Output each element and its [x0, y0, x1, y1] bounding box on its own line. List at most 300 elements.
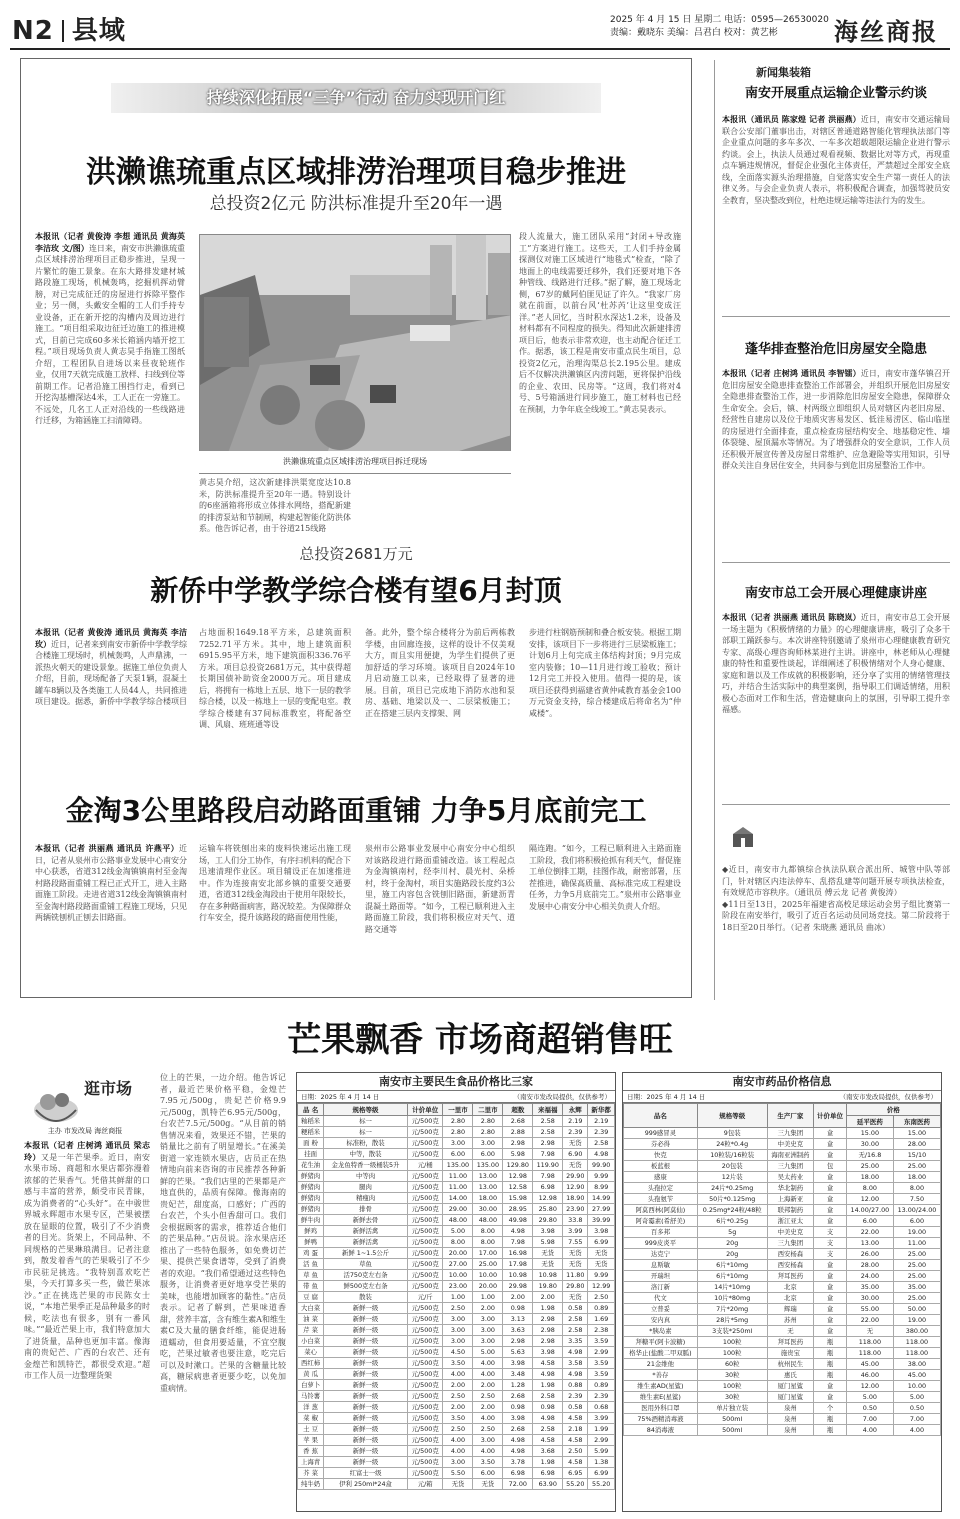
drug-table-row	[624, 1161, 941, 1172]
drug-table-cell: 7片*20mg	[697, 1304, 767, 1315]
drug-table-cell: 5.00	[893, 1392, 940, 1403]
story1-text-2: 黄志昊介绍，这次新建排洪渠宽度达10.8米，防洪标准提升至20年一遇。特别设计的6座涵箱将形成立体排水网络，搭配新建的排涝泵站和节制闸，构建起智能化防洪体系。他告诉记者，由于谷道215线路	[199, 478, 351, 533]
food-table-row	[298, 1281, 615, 1292]
brief2-text: 近日，南安市蓬华镇召开危旧房屋安全隐患排查整治工作部署会，并组织开展危旧房屋安全隐患排查整治工作，进一步消除危旧房屋安全隐患，保障群众生命安全。会后，镇、村两级立即组织人员对辖区内老旧房屋、经营性自建房以及位于地质灾害易发区、低洼易涝区、临山临崖的房屋进行全面排查，重点检查房屋结构安全、地基稳定性、墙体裂缝、屋顶漏水等情况。为了增强群众的安全意识，工作人员还积极开展宣传普及房屋日常维护、应急避险等实用知识，引导群众关注自身居住安全，共同参与到危旧房屋整治工作中。	[722, 369, 950, 470]
drug-table-cell: 吴太药业	[767, 1172, 814, 1183]
story3-headline: 金淘3公里路段启动路面重铺 力争5月底前完工	[65, 794, 647, 827]
food-table-source: （南安市发改局提供，仅供参考）	[513, 1093, 611, 1101]
food-table-row	[298, 1446, 615, 1457]
food-table-cell: 14.00	[443, 1193, 473, 1204]
food-table-cell: 135.00	[473, 1160, 503, 1171]
food-table-cell: 49.98	[503, 1215, 533, 1226]
drug-table-cell: 上海新亚	[767, 1194, 814, 1205]
story3-byline: 本报讯（记者 洪丽燕 通讯员 许燕平）	[35, 843, 179, 853]
food-table-cell: 7.98	[503, 1237, 533, 1248]
food-table-cell: 12.99	[588, 1281, 615, 1292]
food-table-cell: 4.98	[503, 1446, 533, 1457]
food-table-cell: 2.50	[588, 1292, 615, 1303]
drug-table-cell: 6.00	[893, 1216, 940, 1227]
food-table-row	[298, 1259, 615, 1270]
campaign-banner: 持续深化拓展“三争”行动 奋力实现开门红	[111, 83, 601, 113]
brief1-text: 近日，南安市交通运输局联合公安部门董事出击，对辖区普通道路智能化管理执法部门等企业重点问题的多车多次、一车多次超载超限运输企业进行警示约谈。会上，执法人员通过观看视频、数据比对等方式，再现重点车辆违规情况，督促企业强化主体责任，严禁超过全部安全底线，全面落实源头治理措施，自觉落实安全生产第一责任人的法律义务。与会企业负责人表示，将积极配合调查，加强驾驶员安全教育，坚决整改到位，杜绝违规运输等违法行为的发生。	[722, 115, 950, 205]
food-table-cell: 鲜鸭	[298, 1237, 324, 1248]
food-table-row	[298, 1314, 615, 1325]
food-table-cell: 无货	[533, 1248, 563, 1259]
food-table-row	[298, 1303, 615, 1314]
drug-table-cell: 瓶	[814, 1348, 847, 1359]
drug-table-cell: 个	[814, 1403, 847, 1414]
story1-headline: 洪濑谯琉重点区域排涝治理项目稳步推进	[86, 155, 626, 190]
drug-table-cell: 盒	[814, 1293, 847, 1304]
food-table-cell: 2.68	[503, 1424, 533, 1435]
story1-photo-caption: 洪濑谯琉重点区域排涝治理项目拆迁现场	[199, 451, 511, 473]
food-table-cell: 15.98	[503, 1193, 533, 1204]
food-table-cell: 芥 菜	[298, 1468, 324, 1479]
brief-divider-3	[722, 804, 950, 805]
drug-table-row	[624, 1315, 941, 1326]
food-table-cell: 0.58	[563, 1402, 588, 1413]
drug-table-row	[624, 1194, 941, 1205]
news-box-icon	[730, 824, 756, 850]
drug-price-table	[623, 1103, 941, 1436]
food-table-cell: 元/斤	[407, 1292, 443, 1303]
food-table-cell: 菜心	[298, 1347, 324, 1358]
food-table-row	[298, 1369, 615, 1380]
food-table-cell: 7.55	[563, 1237, 588, 1248]
drug-table-row	[624, 1282, 941, 1293]
food-table-cell: 4.50	[443, 1347, 473, 1358]
masthead-rule	[10, 48, 950, 50]
drug-table-cell: 50片*0.125mg	[697, 1194, 767, 1205]
food-table-cell: 2.98	[533, 1314, 563, 1325]
food-table-cell: 1.28	[503, 1380, 533, 1391]
food-table-cell: 18.90	[563, 1193, 588, 1204]
food-table-cell: 6.98	[503, 1468, 533, 1479]
drug-table-row	[624, 1205, 941, 1216]
drug-table-row	[624, 1403, 941, 1414]
drug-table-date: 日期：2025 年 4 月 14 日	[627, 1093, 706, 1101]
food-table-cell: 4.98	[503, 1435, 533, 1446]
food-table-cell: 1.69	[588, 1314, 615, 1325]
food-table-cell: 西红柿	[298, 1358, 324, 1369]
food-table-cell: 白萝卜	[298, 1380, 324, 1391]
food-table-cell: 4.58	[563, 1413, 588, 1424]
brief2-headline: 蓬华排查整治危旧房屋安全隐患	[744, 342, 927, 357]
drug-table-header-row-1	[624, 1104, 941, 1116]
food-table-cell: 6.00	[443, 1149, 473, 1160]
food-table-cell: 苹 果	[298, 1435, 324, 1446]
drug-table-cell: 盒	[814, 1304, 847, 1315]
drug-table-cell: 泉州	[767, 1414, 814, 1425]
food-table-cell: 5.00	[443, 1226, 473, 1237]
food-table-cell: 带 鱼	[298, 1281, 324, 1292]
drug-table-cell: 达克宁	[624, 1249, 698, 1260]
food-table-cell: 17.00	[473, 1248, 503, 1259]
food-table-cell: 28.95	[503, 1204, 533, 1215]
drug-table-cell: 10片*80mg	[697, 1293, 767, 1304]
food-table-cell: 3.58	[563, 1358, 588, 1369]
food-table-cell: 元/500克	[407, 1127, 443, 1138]
header-divider	[62, 20, 64, 42]
food-table-cell: 30.00	[473, 1204, 503, 1215]
food-table-cell: 3.50	[473, 1457, 503, 1468]
food-table-cell: 29.90	[563, 1171, 588, 1182]
food-table-cell: 0.88	[563, 1380, 588, 1391]
food-table-cell: 2.39	[563, 1391, 588, 1402]
food-table-cell: 2.68	[503, 1391, 533, 1402]
drug-header-cell: 计价单位	[814, 1104, 847, 1128]
drug-table-row	[624, 1216, 941, 1227]
food-table-row	[298, 1204, 615, 1215]
food-table-row	[298, 1391, 615, 1402]
food-table-cell: 元/500克	[407, 1336, 443, 1347]
food-table-cell: 伊利 250ml*24盒	[324, 1479, 408, 1490]
food-table-cell: 无货	[588, 1248, 615, 1259]
food-table-cell: 14.99	[588, 1193, 615, 1204]
drug-table-cell: 14片*10mg	[697, 1282, 767, 1293]
drug-table-row	[624, 1414, 941, 1425]
page-header	[12, 10, 126, 47]
food-table-cell: 新鲜活禽	[324, 1237, 408, 1248]
food-table-cell: 新鲜去骨	[324, 1215, 408, 1226]
food-table-row	[298, 1226, 615, 1237]
drug-table-cell: 46.00	[846, 1370, 893, 1381]
food-table-row	[298, 1402, 615, 1413]
food-table-cell: 元/500克	[407, 1347, 443, 1358]
drug-table-cell: 60粒	[697, 1359, 767, 1370]
drug-table-cell: 拜糖平(阿卡波糖)	[624, 1337, 698, 1348]
food-table-cell: 9.99	[588, 1171, 615, 1182]
drug-table-cell: *善存	[624, 1370, 698, 1381]
food-table-cell: 3.00	[443, 1314, 473, 1325]
drug-table-cell: 9包装	[697, 1128, 767, 1139]
food-table-row	[298, 1149, 615, 1160]
drug-table-cell: 盒	[814, 1183, 847, 1194]
food-table-cell: 1.00	[443, 1292, 473, 1303]
food-table-cell: 3.48	[503, 1369, 533, 1380]
food-table-cell: 13.00	[473, 1171, 503, 1182]
food-table-cell: 2.50	[443, 1391, 473, 1402]
food-table-row	[298, 1127, 615, 1138]
food-table-cell: 8.00	[473, 1226, 503, 1237]
food-table-cell: 金龙鱼特香一级桶装5升	[324, 1160, 408, 1171]
story4-text-1: 又是一年芒果季。近日，南安水果市场、商超和水果店都弥漫着浓郁的芒果香气。凭借其鲜甜的口感与丰富的营养，颇受市民青睐，成为消费者的“心头好”。在中骏世界城永辉超市水果专区，芒果被摆放在显眼的位置，吸引了不少消费者的目光。货架上，不同品种、不同规格的芒果琳琅满目。记者注意到，散发着香气的芒果吸引了不少市民驻足挑选。“我特别喜欢吃芒果，今天打算多买一些，做芒果冰沙。”正在挑选芒果的市民陈女士说，“本地芒果季正是品种最多的时候，吃法也有很多，别有一番风味。”“最近芒果上市，我们特意加大了进货量，品种也更加丰富。像海南的贵妃芒、广西的台农芒、还有金煌芒和凯特芒，都很受欢迎。”超市工作人员一边整理货架	[24, 1152, 150, 1380]
drug-table-cell: 25.00	[893, 1293, 940, 1304]
food-table-cell: 19.80	[533, 1281, 563, 1292]
food-table-cell: 红富士一级	[324, 1468, 408, 1479]
food-table-cell: 挂面	[298, 1149, 324, 1160]
food-table-cell: 13.00	[473, 1182, 503, 1193]
food-table-cell: 119.90	[533, 1160, 563, 1171]
food-table-cell: 2.19	[563, 1116, 588, 1127]
story4-column-2	[160, 1072, 286, 1512]
drug-table-cell: 380.00	[893, 1326, 940, 1337]
food-table-cell: 48.00	[443, 1215, 473, 1226]
food-table-cell: 2.98	[533, 1336, 563, 1347]
food-table-cell: 4.58	[533, 1358, 563, 1369]
drug-table-cell: 25.00	[893, 1260, 940, 1271]
drug-header-cell: 生产厂家	[767, 1104, 814, 1128]
drug-table-cell: 三九集团	[767, 1238, 814, 1249]
story1-text-3: 段人流量大，施工团队采用“封闭+导改施工”方案进行施工。这些天，工人们手持金属探测仪对施工区域进行“地毯式”检查，“除了地面上的电线需要迁移外，我们还要对地下各种管线、线路进行迁移。”据了解，施工现场北侧，67岁的戴阿伯匪见证了许久。“我家厂房就在前面，以前台风‘杜苏芮’让这里变成汪洋。”老人回忆，当时积水深达1.2米，设备及材料都有不同程度的损失。得知此次新建排涝项目后，他表示非常欢迎，也主动配合征迁工作。据悉，该工程是南安市重点民生项目，总投资2亿元，治理沟渠总长2.195公里。建成后不仅解决洪濑镇区内涝问题，更将保护沿线的企业、农田、民房等。“这周，我们将对4号、5号箱涵进行同步施工，施工材料也已经在预制，力争年底全线竣工。”黄志昊表示。	[519, 232, 681, 414]
drug-table-cell: 11.00	[893, 1238, 940, 1249]
drug-table-cell: 24.00	[846, 1271, 893, 1282]
story1-column-1	[35, 231, 185, 521]
drug-table-cell: 头孢氨苄	[624, 1194, 698, 1205]
food-table-cell: 腿肉	[324, 1182, 408, 1193]
food-table-cell: 3.63	[503, 1325, 533, 1336]
food-header-cell: 来福福	[533, 1104, 563, 1116]
drug-table-cell: 30粒	[697, 1392, 767, 1403]
food-table-title: 南安市主要民生食品价格比三家	[297, 1073, 615, 1091]
food-table-cell: 2.98	[533, 1325, 563, 1336]
story3-column-2	[199, 843, 351, 983]
food-table-cell: 23.90	[563, 1204, 588, 1215]
drug-table-cell: 格华止(盐酸二甲双胍)	[624, 1348, 698, 1359]
food-table-cell: 2.18	[563, 1424, 588, 1435]
drug-table-cell: 45.00	[893, 1370, 940, 1381]
food-table-cell: 10.98	[533, 1270, 563, 1281]
brief2-body	[722, 368, 950, 564]
drug-table-cell: 6片*10mg	[697, 1260, 767, 1271]
main-stories-box	[20, 58, 692, 998]
food-table-cell: 元/500克	[407, 1204, 443, 1215]
drug-table-cell: 35.00	[893, 1282, 940, 1293]
food-table-cell: 5.98	[503, 1149, 533, 1160]
drug-table-cell: 拜耳医药	[767, 1337, 814, 1348]
story2-text-1: 近日，记者来到南安市新侨中学教学综合楼施工现场时，机械轰鸣，人声鼎沸，一派热火朝天的建设景象。据施工单位负责人介绍，目前，现场配备了天泵1辆，混凝土罐车8辆以及各类施工人员44人，共同推进项目建设。据悉，新侨中学教学综合楼项目	[35, 639, 187, 706]
drug-table-cell: 安内真	[624, 1315, 698, 1326]
food-table-cell: 10.00	[443, 1270, 473, 1281]
story2-headline: 新侨中学教学综合楼有望6月封顶	[150, 574, 562, 607]
food-table-cell: 新鲜一级	[324, 1369, 408, 1380]
drug-table-cell: 24片*0.25mg	[697, 1183, 767, 1194]
food-table-cell: 3.78	[503, 1457, 533, 1468]
food-table-cell: 3.00	[473, 1435, 503, 1446]
drug-table-cell: 24粒*0.4g	[697, 1139, 767, 1150]
food-table-cell: 135.00	[443, 1160, 473, 1171]
drug-table-cell: 118.00	[893, 1337, 940, 1348]
drug-table-cell: 无	[846, 1326, 893, 1337]
food-table-cell: 8.00	[443, 1237, 473, 1248]
food-table-cell: 元/500克	[407, 1248, 443, 1259]
food-table-cell: 无货	[563, 1138, 588, 1149]
drug-table-row	[624, 1425, 941, 1436]
food-table-cell: 0.58	[563, 1303, 588, 1314]
food-table-cell: 中等，散装	[324, 1149, 408, 1160]
story2-column-1	[35, 627, 187, 767]
story2-text-3: 备。此外，整个综合楼将分为前后两栋教学楼，由回廊连接，这样的设计不仅美观大方，而且实用便捷，为学生们提供了更加舒适的学习环境。该项目自2024年10月启动施工以来，已经取得了显著的进展。目前，项目已完成地下消防水池和泵房、基础、地梁以及一、二层梁板施工；正在搭建三层内支撑架、网	[365, 628, 515, 718]
food-table-cell: 4.00	[443, 1446, 473, 1457]
drug-header-cell: 品名	[624, 1104, 698, 1128]
food-table-cell: 2.68	[503, 1116, 533, 1127]
food-table-cell: 无货	[443, 1479, 473, 1490]
food-table-cell: 2.50	[563, 1446, 588, 1457]
food-table-meta	[297, 1091, 615, 1103]
food-table-cell: 新鲜一级	[324, 1424, 408, 1435]
food-table-cell: 元/500克	[407, 1325, 443, 1336]
food-table-cell: 黄 瓜	[298, 1369, 324, 1380]
food-table-cell: 2.98	[533, 1138, 563, 1149]
food-table-cell: 29.80	[533, 1215, 563, 1226]
food-table-cell: 排骨	[324, 1204, 408, 1215]
drug-table-cell: 8.00	[893, 1183, 940, 1194]
food-table-cell: 2.00	[533, 1292, 563, 1303]
drug-table-cell: 45.00	[846, 1359, 893, 1370]
drug-table-cell: 支	[814, 1227, 847, 1238]
drug-table-cell: 医用外科口罩	[624, 1403, 698, 1414]
food-table-cell: 99.90	[588, 1160, 615, 1171]
food-table-cell: 鲜猪肉	[298, 1204, 324, 1215]
drug-table-cell: 中美史克	[767, 1227, 814, 1238]
food-table-row	[298, 1138, 615, 1149]
food-table-cell: 7.98	[533, 1149, 563, 1160]
food-table-cell: 9.99	[588, 1270, 615, 1281]
food-table-cell: 48.00	[473, 1215, 503, 1226]
drug-table-cell: 19.00	[893, 1227, 940, 1238]
story2-kicker: 总投资2681万元	[299, 545, 413, 563]
food-table-row	[298, 1182, 615, 1193]
food-table-cell: 2.58	[563, 1325, 588, 1336]
story2-column-4	[529, 627, 681, 767]
food-table-cell: 3.98	[533, 1347, 563, 1358]
food-table-row	[298, 1336, 615, 1347]
food-table-cell: 新鲜一级	[324, 1391, 408, 1402]
drug-table-cell: 35.00	[846, 1282, 893, 1293]
drug-table-cell: 感康	[624, 1172, 698, 1183]
drug-table-row	[624, 1139, 941, 1150]
food-table-cell: 中等肉	[324, 1171, 408, 1182]
food-table-row	[298, 1468, 615, 1479]
drug-table-cell: 26.00	[846, 1249, 893, 1260]
food-table-cell: 6.00	[473, 1149, 503, 1160]
drug-table-cell: 19.00	[893, 1315, 940, 1326]
story3-column-1	[35, 843, 187, 983]
brief1-byline: 本报讯（通讯员 陈家煌 记者 洪丽燕）	[722, 114, 861, 124]
drug-table-cell: 三九集团	[767, 1128, 814, 1139]
story2-column-3	[365, 627, 515, 767]
story2-text-4: 步进行柱钢筋预制和叠合板安装。根据工期安排，该项目下一步将进行三层梁板施工；计划6月上旬完成主体结构封顶；9月完成室内装修；10—11月进行竣工验收；预计12月完工并投入使用。值得一提的是，该项目还获得到福建省黄仲咸教育基金会100万元资金支持，综合楼建成后将命名为“仲咸楼”。	[529, 628, 681, 718]
drug-table-cell: 盒	[814, 1194, 847, 1205]
drug-table-cell: 西安杨森	[767, 1249, 814, 1260]
drug-table-cell: 代文	[624, 1293, 698, 1304]
food-table-cell: 25.80	[533, 1204, 563, 1215]
food-table-cell: 豆 腐	[298, 1292, 324, 1303]
food-table-cell: 标一	[324, 1127, 408, 1138]
food-table-cell: 芹 菜	[298, 1325, 324, 1336]
drug-table-cell: 75%酒精消毒液	[624, 1414, 698, 1425]
food-table-cell: 12.58	[503, 1182, 533, 1193]
food-table-cell: 10.98	[503, 1270, 533, 1281]
food-table-cell: 8.99	[588, 1182, 615, 1193]
drug-table-cell: 瓶	[814, 1425, 847, 1436]
drug-table-row	[624, 1304, 941, 1315]
food-table-cell: 10.00	[473, 1270, 503, 1281]
food-table-cell: 5.99	[588, 1446, 615, 1457]
drug-table-cell: 999感冒灵	[624, 1128, 698, 1139]
right-news-column	[722, 66, 950, 1000]
drug-table-cell: 22.00	[846, 1315, 893, 1326]
food-table-cell: 元/500克	[407, 1149, 443, 1160]
food-table-cell: 2.80	[473, 1127, 503, 1138]
news-box-item-2: ◆11日至13日，2025年福建省高校足球运动会男子组比赛第一阶段在南安举行，吸引了近百名运动员同场竞技。第二阶段将于18日至20日举行。（记者 朱晓燕 通讯员 曲冰）	[722, 899, 950, 932]
food-table-cell: 1.38	[588, 1457, 615, 1468]
food-header-cell: 二里市	[473, 1104, 503, 1116]
food-table-cell: 活750克左右条	[324, 1270, 408, 1281]
drug-table-row	[624, 1337, 941, 1348]
food-table-cell: 5.63	[503, 1347, 533, 1358]
food-table-cell: 4.98	[588, 1149, 615, 1160]
food-table-cell: 2.38	[588, 1325, 615, 1336]
food-table-cell: 新鲜一级	[324, 1435, 408, 1446]
food-table-cell: 63.90	[533, 1479, 563, 1490]
food-table-cell: 2.50	[473, 1424, 503, 1435]
drug-table-cell: 25.00	[893, 1271, 940, 1282]
food-table-cell: 3.98	[503, 1413, 533, 1424]
drug-table-cell: 支	[814, 1238, 847, 1249]
drug-table-cell: 118.00	[846, 1348, 893, 1359]
drug-header-cell: 延平医药	[846, 1116, 893, 1128]
food-table-cell: 元/500克	[407, 1413, 443, 1424]
drug-table-cell: 洛汀新	[624, 1282, 698, 1293]
drug-table-cell: 海南亚洲制药	[767, 1150, 814, 1161]
food-table-cell: 草鱼	[324, 1259, 408, 1270]
food-table-cell: 标准粉，散装	[324, 1138, 408, 1149]
food-table-row	[298, 1424, 615, 1435]
drug-table-cell: 盒	[814, 1139, 847, 1150]
food-table-cell: 无货	[588, 1259, 615, 1270]
food-table-cell: 新鲜一级	[324, 1457, 408, 1468]
drug-table-row	[624, 1227, 941, 1238]
food-table-cell: 无货	[563, 1259, 588, 1270]
food-table-row	[298, 1413, 615, 1424]
food-table-cell: 元/500克	[407, 1281, 443, 1292]
column-sponsor: 主办 市发改局 海丝商报	[47, 1127, 123, 1135]
drug-table-cell: 15/10	[893, 1150, 940, 1161]
drug-table-cell: 13.00/24.00	[893, 1205, 940, 1216]
food-header-cell: 计价单位	[407, 1104, 443, 1116]
drug-table-cell: 拜耳医药	[767, 1271, 814, 1282]
drug-table-cell: 4.00	[846, 1425, 893, 1436]
food-table-cell: 6.98	[533, 1182, 563, 1193]
drug-table-cell: 开瑞坦	[624, 1271, 698, 1282]
food-table-row	[298, 1270, 615, 1281]
food-header-cell: 超数	[503, 1104, 533, 1116]
food-table-cell: 1.98	[533, 1303, 563, 1314]
food-table-cell: 6.99	[588, 1237, 615, 1248]
food-table-cell: 3.13	[503, 1314, 533, 1325]
drug-table-cell: 盒	[814, 1216, 847, 1227]
food-table-cell: 2.58	[533, 1391, 563, 1402]
food-table-cell: 6.00	[473, 1468, 503, 1479]
drug-table-cell: 14.00/27.00	[846, 1205, 893, 1216]
food-table-cell: 3.00	[473, 1138, 503, 1149]
food-table-cell: 纯牛奶	[298, 1479, 324, 1490]
drug-table-cell: 盒	[814, 1150, 847, 1161]
food-table-row	[298, 1237, 615, 1248]
food-table-cell: 4.98	[503, 1226, 533, 1237]
drug-table-cell: 0.50	[846, 1403, 893, 1414]
drug-table-cell: 5.00	[846, 1392, 893, 1403]
drug-table-cell: 北京	[767, 1293, 814, 1304]
food-table-cell: 2.88	[503, 1127, 533, 1138]
food-table-cell: 2.80	[443, 1127, 473, 1138]
food-table-cell: 2.80	[443, 1116, 473, 1127]
food-table-cell: 元/500克	[407, 1369, 443, 1380]
food-table-cell: 29.80	[563, 1281, 588, 1292]
drug-table-row	[624, 1128, 941, 1139]
news-box-title: 新闻集装箱	[756, 66, 811, 79]
